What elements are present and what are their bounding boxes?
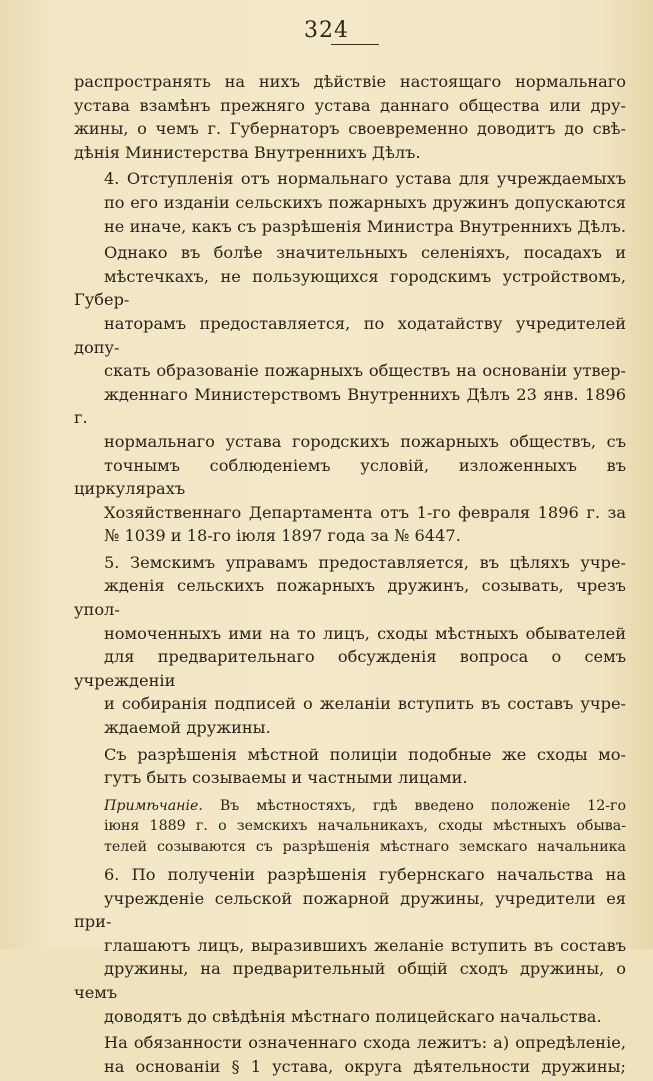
text-line: жденія сельскихъ пожарныхъ дружинъ, созывать, чрезъ упол-	[74, 576, 626, 620]
text-line: 6. По полученіи разрѣшенія губернскаго начальства на	[104, 865, 626, 885]
text-line: учрежденіе сельской пожарной дружины, учредители ея при-	[74, 888, 626, 932]
text-line: скать образованіе пожарныхъ обществъ на основаніи утвер-	[104, 361, 626, 381]
text-line: дѣнія Министерства Внутреннихъ Дѣлъ.	[74, 142, 421, 162]
text-line: на основаніи § 1 устава, округа дѣятельности дружины;	[104, 1056, 626, 1076]
page-number: 324	[304, 18, 349, 43]
text-line: глашаютъ лицъ, выразившихъ желаніе вступить въ составъ	[104, 935, 626, 955]
text-line: дружины, на предварительный общій сходъ дружины, о чемъ	[74, 959, 626, 1002]
text-line: мѣстечкахъ, не пользующихся городскимъ устройствомъ, Губер-	[74, 266, 626, 310]
footnote-remark	[74, 796, 626, 857]
paragraph-item-5	[74, 551, 626, 740]
text-line: и собиранія подписей о желаніи вступить въ составъ учре-	[104, 694, 626, 714]
page-number-rule	[331, 44, 379, 45]
text-line: доводятъ до свѣдѣнія мѣстнаго полицейскаго начальства.	[104, 1006, 602, 1026]
text-line: нормальнаго устава городскихъ пожарныхъ обществъ, съ	[104, 431, 626, 451]
paragraph-governors	[74, 241, 626, 548]
text-line: Однако въ болѣе значительныхъ селеніяхъ, посадахъ и	[104, 243, 626, 263]
text-line: № 1039 и 18-го іюля 1897 года за № 6447.	[104, 526, 461, 546]
text-line: распространять на нихъ дѣйствіе настоящаго нормальнаго	[74, 72, 626, 91]
text-line: 4. Отступленія отъ нормальнаго устава для учреждаемыхъ	[104, 169, 626, 189]
text-line: устава взамѣнъ прежняго устава даннаго общества или дру-	[74, 95, 626, 115]
text-line: гутъ быть созываемы и частными лицами.	[104, 768, 468, 788]
text-line: наторамъ предоставляется, по ходатайству учредителей допу-	[74, 313, 626, 357]
paragraph-continuation	[74, 70, 626, 164]
body-text	[74, 70, 626, 1081]
text-line: по его изданіи сельскихъ пожарныхъ дружинъ допускаются	[104, 192, 626, 212]
text-line: номоченныхъ ими на то лицъ, сходы мѣстныхъ обывателей	[104, 623, 626, 643]
text-line: телей созываются съ разрѣшенія мѣстнаго земскаго начальника	[104, 838, 626, 855]
text-line: для предварительнаго обсужденія вопроса о семъ учрежденіи	[74, 647, 626, 690]
paragraph-item-6	[74, 863, 626, 1028]
text-line: Съ разрѣшенія мѣстной полиціи подобные же сходы мо-	[104, 744, 626, 764]
text-line: Хозяйственнаго Департамента отъ 1-го февраля 1896 г. за	[104, 502, 626, 522]
text-line: іюня 1889 г. о земскихъ начальникахъ, сходы мѣстныхъ обыва-	[104, 818, 626, 835]
note-label: Примѣчаніе.	[104, 797, 203, 814]
text-line: жденнаго Министерствомъ Внутреннихъ Дѣлъ 23 янв. 1896 г.	[74, 384, 626, 428]
text-line: Въ мѣстностяхъ, гдѣ введено положеніе 12-го	[219, 797, 626, 814]
text-line: На обязанности означеннаго схода лежитъ: а) опредѣленіе,	[104, 1033, 626, 1053]
paragraph-item-4	[74, 167, 626, 238]
text-line: жины, о чемъ г. Губернаторъ своевременно доводитъ до свѣ-	[74, 119, 626, 139]
text-line: 5. Земскимъ управамъ предоставляется, въ цѣляхъ учре-	[104, 552, 626, 572]
text-line: точнымъ соблюденіемъ условій, изложенныхъ въ циркулярахъ	[74, 455, 626, 499]
text-line: не иначе, какъ съ разрѣшенія Министра Внутреннихъ Дѣлъ.	[104, 216, 626, 236]
paragraph-police-permission	[74, 743, 626, 790]
text-line: ждаемой дружины.	[104, 718, 271, 738]
paragraph-meeting-duties	[74, 1031, 626, 1078]
